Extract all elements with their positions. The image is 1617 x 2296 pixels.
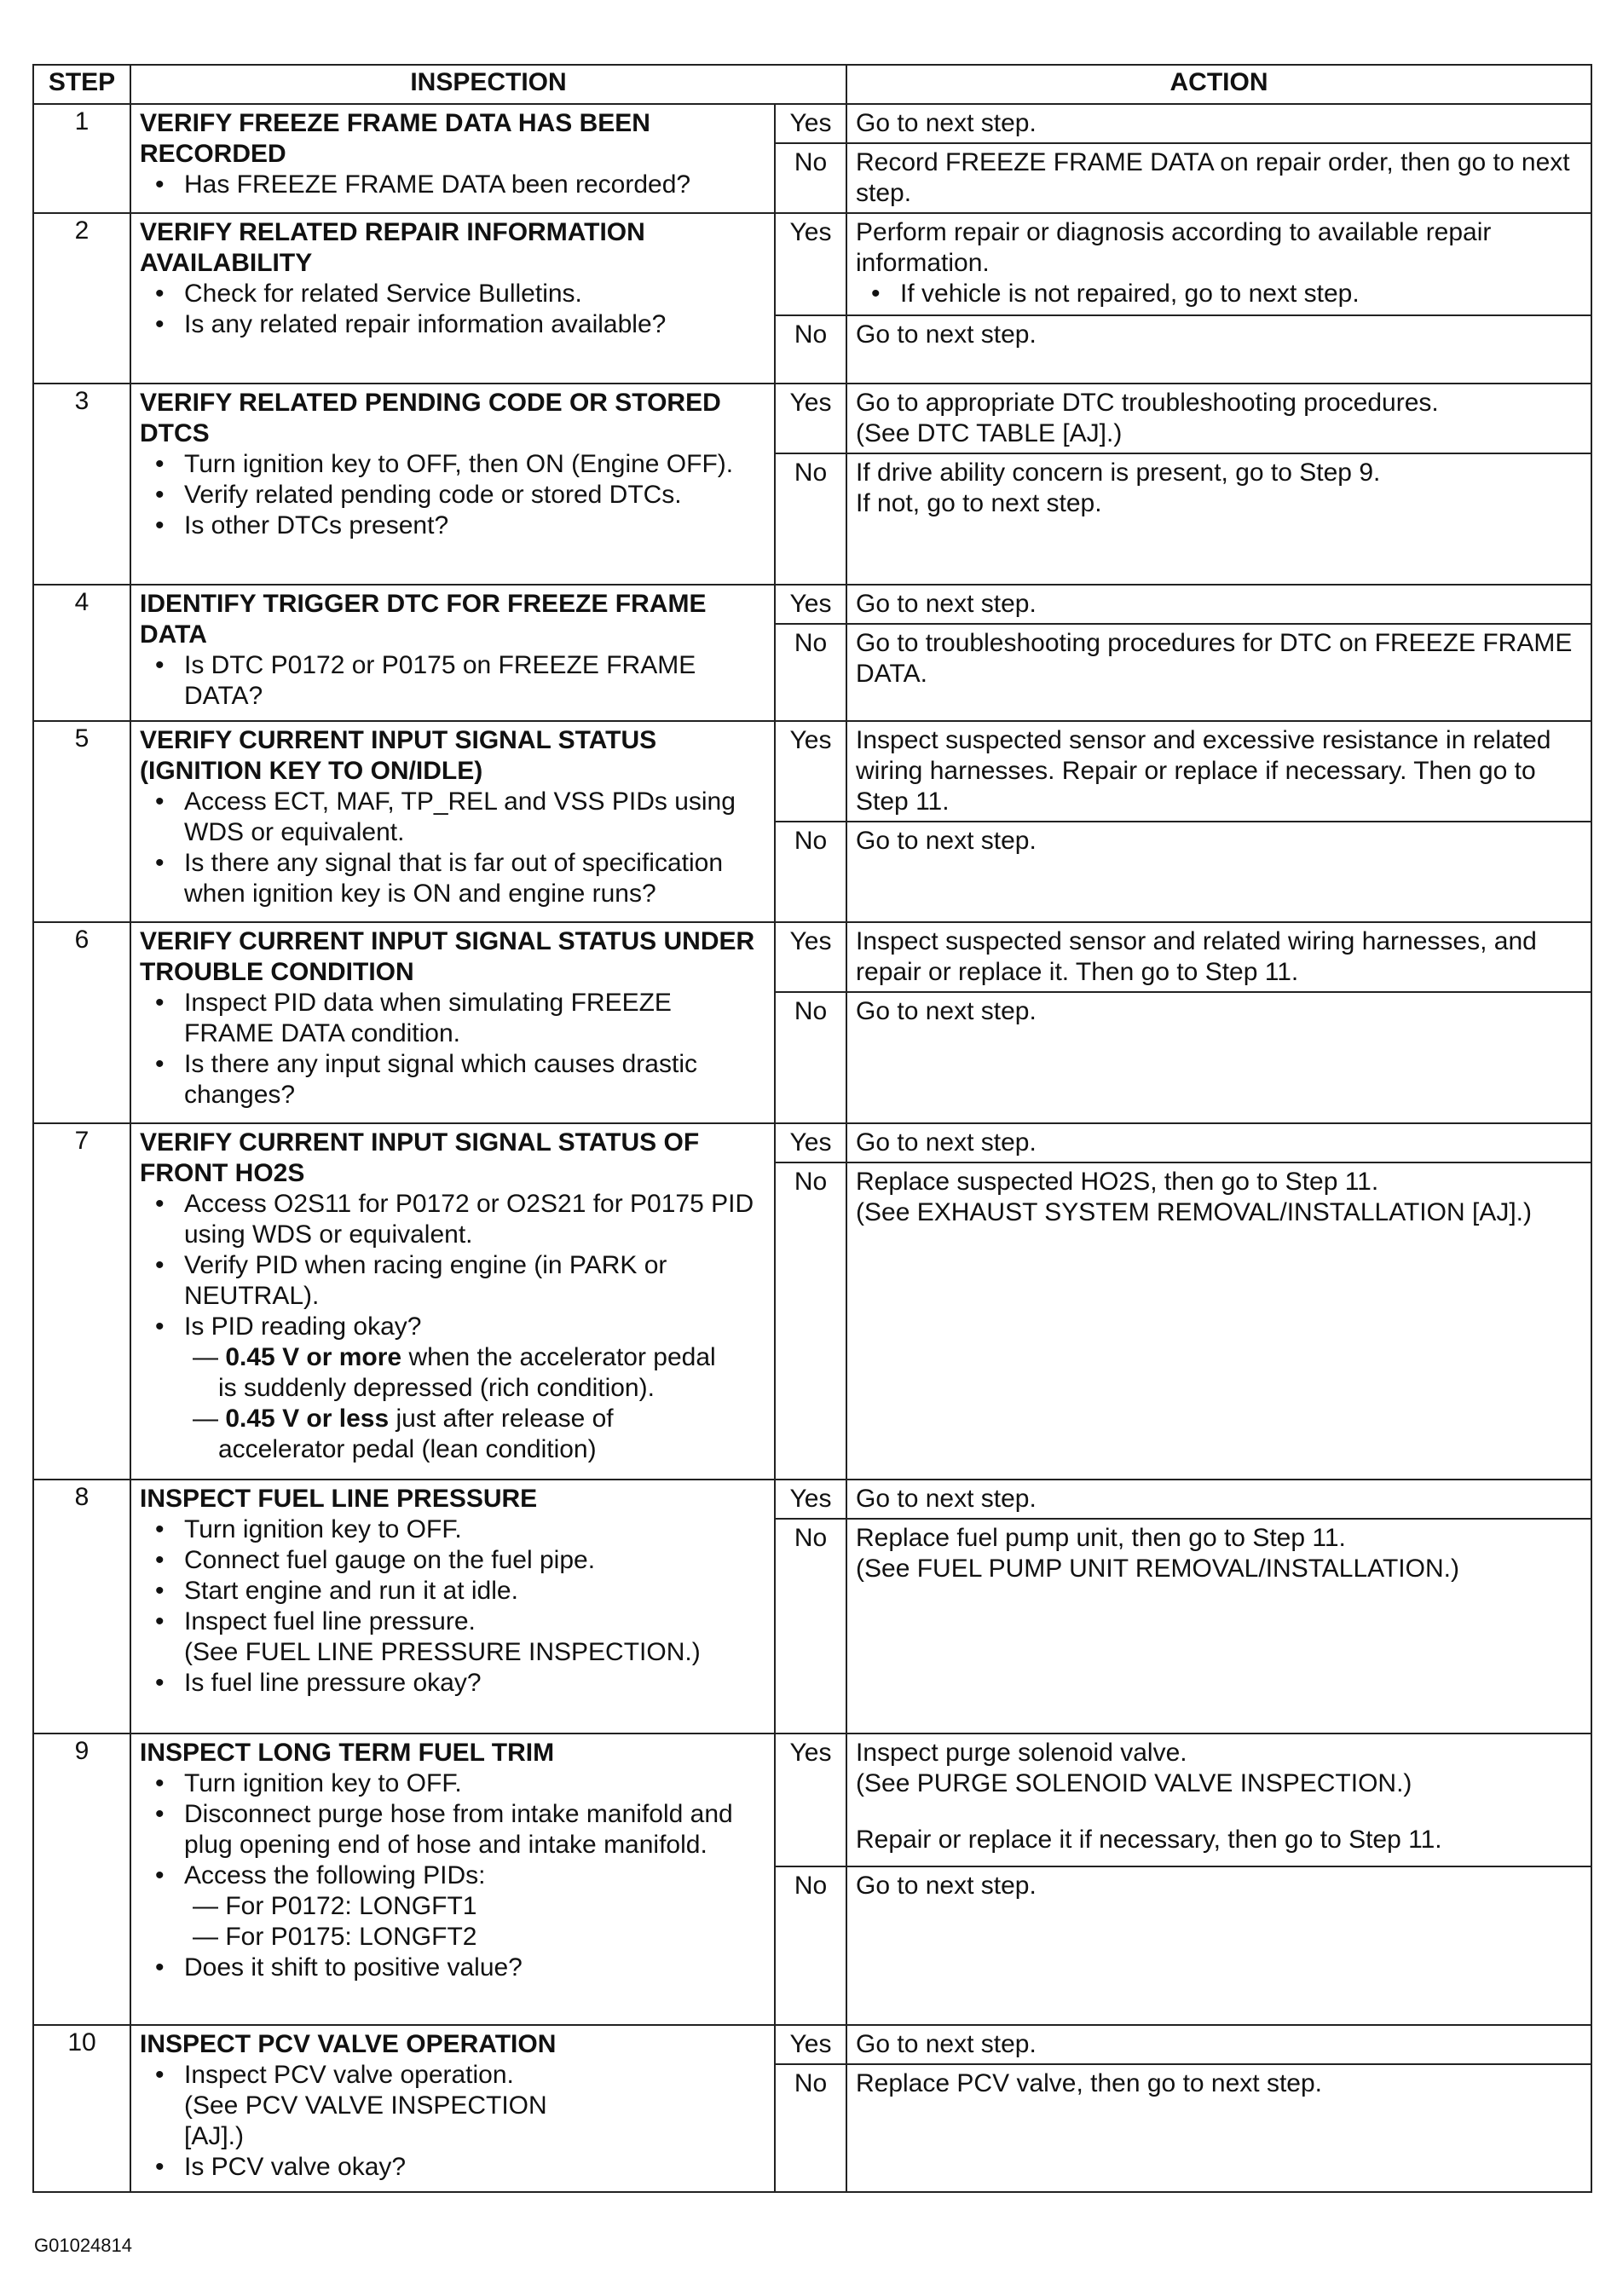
table-row — [33, 1123, 1591, 1162]
no-action-text-2: If not, go to next step. — [856, 489, 1102, 517]
inspection-bullet — [184, 1312, 765, 1465]
sub-pid-2: — For P0175: LONGFT2 — [193, 1923, 477, 1951]
inspection-bullets — [140, 1768, 765, 1983]
inspection-bullet — [184, 1860, 765, 1953]
header-inspection: INSPECTION — [130, 65, 846, 104]
inspection-bullets — [140, 2060, 765, 2183]
yes-action-text: Perform repair or diagnosis according to available repair information. — [856, 218, 1492, 277]
step-number: 2 — [33, 213, 130, 384]
table-row — [33, 721, 1591, 822]
yes-action: Go to next step. — [846, 585, 1591, 624]
yes-action: Inspect suspected sensor and excessive resistance in related wiring harnesses. Repair or replace if necessary. Then go to Step 11. — [846, 721, 1591, 822]
inspection-bullets — [140, 170, 765, 200]
yes-action-text: Go to appropriate DTC troubleshooting procedures. — [856, 389, 1439, 417]
yes-label: Yes — [775, 2025, 846, 2064]
step-number: 6 — [33, 922, 130, 1123]
yes-action-text-2: (See DTC TABLE [AJ].) — [856, 419, 1123, 447]
inspection-title: VERIFY FREEZE FRAME DATA HAS BEEN RECORDED — [140, 109, 650, 168]
step-number: 5 — [33, 721, 130, 922]
sub-pid-2-text: For P0175: LONGFT2 — [225, 1923, 477, 1951]
inspection-bullet: • Turn ignition key to OFF, then ON (Engine OFF). — [184, 449, 765, 480]
yes-action-text-3: Repair or replace it if necessary, then go to Step 11. — [856, 1826, 1442, 1854]
diagnostic-procedure-table — [32, 64, 1592, 2193]
figure-id: G01024814 — [34, 2235, 132, 2256]
inspection-bullet: • Start engine and run it at idle. — [184, 1576, 765, 1607]
table-row — [33, 1734, 1591, 1866]
inspection-bullet-note-2: [AJ].) — [184, 2122, 245, 2150]
inspection-title: VERIFY CURRENT INPUT SIGNAL STATUS (IGNITION KEY TO ON/IDLE) — [140, 726, 657, 785]
yes-action — [846, 384, 1591, 453]
no-action-text: Replace fuel pump unit, then go to Step 11. — [856, 1524, 1346, 1552]
no-action: Go to next step. — [846, 1866, 1591, 2025]
inspection-bullets — [140, 988, 765, 1111]
inspection-bullet-text: • Is PID reading okay? — [184, 1312, 422, 1341]
inspection-bullets — [140, 1189, 765, 1465]
no-label: No — [775, 143, 846, 213]
table-row — [33, 585, 1591, 624]
lean-text: just after release of — [396, 1405, 614, 1433]
no-label: No — [775, 624, 846, 721]
inspection-bullet: • Is there any input signal which causes drastic changes? — [184, 1049, 765, 1111]
no-action-text: Replace suspected HO2S, then go to Step 11. — [856, 1168, 1379, 1196]
no-action: Replace PCV valve, then go to next step. — [846, 2064, 1591, 2192]
yes-action-bullets — [856, 279, 1582, 309]
yes-label: Yes — [775, 1734, 846, 1866]
inspection-cell — [130, 585, 775, 721]
yes-action-text: Inspect purge solenoid valve. — [856, 1739, 1187, 1767]
inspection-bullet: • Verify PID when racing engine (in PARK or NEUTRAL). — [184, 1250, 765, 1312]
sub-pid-1-text: For P0172: LONGFT1 — [225, 1892, 477, 1920]
yes-action: Inspect suspected sensor and related wiring harnesses, and repair or replace it. Then go to Step 11. — [846, 922, 1591, 992]
inspection-cell — [130, 1734, 775, 2025]
inspection-bullets — [140, 449, 765, 541]
yes-label: Yes — [775, 1480, 846, 1519]
sub-criterion-lean-line2: accelerator pedal (lean condition) — [218, 1435, 597, 1463]
inspection-bullet: • Turn ignition key to OFF. — [184, 1514, 765, 1545]
table-row — [33, 384, 1591, 453]
no-action: Go to troubleshooting procedures for DTC on FREEZE FRAME DATA. — [846, 624, 1591, 721]
no-action — [846, 1519, 1591, 1734]
inspection-title: VERIFY RELATED REPAIR INFORMATION AVAILABILITY — [140, 218, 645, 277]
rich-threshold: 0.45 V or more — [225, 1343, 402, 1371]
inspection-bullet-text: • Inspect PCV valve operation. — [184, 2061, 514, 2089]
no-action: Record FREEZE FRAME DATA on repair order, then go to next step. — [846, 143, 1591, 213]
inspection-title: INSPECT FUEL LINE PRESSURE — [140, 1485, 538, 1513]
inspection-bullet-text: • Inspect fuel line pressure. — [184, 1607, 476, 1635]
header-action: ACTION — [846, 65, 1591, 104]
step-number: 10 — [33, 2025, 130, 2192]
yes-label: Yes — [775, 585, 846, 624]
inspection-cell — [130, 1480, 775, 1734]
inspection-bullet: • Disconnect purge hose from intake manifold and plug opening end of hose and intake manifold. — [184, 1799, 765, 1860]
step-number: 3 — [33, 384, 130, 585]
inspection-bullet: • Has FREEZE FRAME DATA been recorded? — [184, 170, 765, 200]
spacer — [856, 1799, 1582, 1825]
no-label: No — [775, 1162, 846, 1480]
inspection-bullets — [140, 279, 765, 340]
table-row — [33, 1480, 1591, 1519]
inspection-bullets — [140, 787, 765, 909]
no-label: No — [775, 1866, 846, 2025]
inspection-bullet: • Access O2S11 for P0172 or O2S21 for P0175 PID using WDS or equivalent. — [184, 1189, 765, 1250]
no-label: No — [775, 1519, 846, 1734]
yes-action — [846, 213, 1591, 315]
table-row — [33, 104, 1591, 143]
inspection-bullet: • Connect fuel gauge on the fuel pipe. — [184, 1545, 765, 1576]
inspection-cell — [130, 721, 775, 922]
inspection-title: VERIFY CURRENT INPUT SIGNAL STATUS UNDER TROUBLE CONDITION — [140, 927, 755, 986]
yes-action: Go to next step. — [846, 1123, 1591, 1162]
inspection-bullet: • Turn ignition key to OFF. — [184, 1768, 765, 1799]
inspection-bullet-text: • Access the following PIDs: — [184, 1861, 486, 1889]
inspection-title: VERIFY CURRENT INPUT SIGNAL STATUS OF FRONT HO2S — [140, 1128, 700, 1187]
inspection-bullet: • Is there any signal that is far out of specification when ignition key is ON and engine runs? — [184, 848, 765, 909]
table-row — [33, 213, 1591, 315]
inspection-title: IDENTIFY TRIGGER DTC FOR FREEZE FRAME DATA — [140, 590, 707, 649]
no-action-text: If drive ability concern is present, go to Step 9. — [856, 459, 1381, 487]
inspection-cell — [130, 1123, 775, 1480]
yes-label: Yes — [775, 721, 846, 822]
inspection-bullet: • Inspect PID data when simulating FREEZE FRAME DATA condition. — [184, 988, 765, 1049]
table-row — [33, 922, 1591, 992]
inspection-cell — [130, 213, 775, 384]
no-label: No — [775, 2064, 846, 2192]
table-header-row — [33, 65, 1591, 104]
yes-action: Go to next step. — [846, 104, 1591, 143]
inspection-bullet: • Access ECT, MAF, TP_REL and VSS PIDs using WDS or equivalent. — [184, 787, 765, 848]
no-action — [846, 453, 1591, 585]
step-number: 4 — [33, 585, 130, 721]
step-number: 9 — [33, 1734, 130, 2025]
no-label: No — [775, 822, 846, 922]
inspection-bullet: • Verify related pending code or stored DTCs. — [184, 480, 765, 511]
step-number: 8 — [33, 1480, 130, 1734]
yes-action — [846, 1734, 1591, 1866]
inspection-title: VERIFY RELATED PENDING CODE OR STORED DTCS — [140, 389, 721, 447]
yes-action-text-2: (See PURGE SOLENOID VALVE INSPECTION.) — [856, 1769, 1412, 1797]
no-action: Go to next step. — [846, 822, 1591, 922]
sub-criterion-rich: — 0.45 V or more when the accelerator pedal — [193, 1343, 716, 1371]
inspection-cell — [130, 922, 775, 1123]
inspection-cell — [130, 2025, 775, 2192]
spacer — [140, 340, 765, 366]
yes-label: Yes — [775, 922, 846, 992]
inspection-cell — [130, 104, 775, 213]
lean-threshold: 0.45 V or less — [225, 1405, 390, 1433]
inspection-bullet-note: (See PCV VALVE INSPECTION — [184, 2091, 547, 2120]
header-step: STEP — [33, 65, 130, 104]
no-action: Go to next step. — [846, 992, 1591, 1123]
inspection-bullets — [140, 650, 765, 712]
inspection-bullet: • Check for related Service Bulletins. — [184, 279, 765, 309]
inspection-bullet: • Does it shift to positive value? — [184, 1953, 765, 1983]
step-number: 7 — [33, 1123, 130, 1480]
step-number: 1 — [33, 104, 130, 213]
diagnostic-table-sheet — [32, 64, 1591, 2193]
inspection-cell — [130, 384, 775, 585]
yes-label: Yes — [775, 1123, 846, 1162]
inspection-bullet: • Is other DTCs present? — [184, 511, 765, 541]
yes-label: Yes — [775, 104, 846, 143]
inspection-bullets — [140, 1514, 765, 1699]
inspection-bullet — [184, 2060, 765, 2152]
no-label: No — [775, 992, 846, 1123]
yes-label: Yes — [775, 213, 846, 315]
no-label: No — [775, 315, 846, 384]
yes-action-bullet: • If vehicle is not repaired, go to next step. — [900, 279, 1582, 309]
yes-action: Go to next step. — [846, 1480, 1591, 1519]
inspection-bullet: • Is PCV valve okay? — [184, 2152, 765, 2183]
sub-criterion-lean: — 0.45 V or less just after release of — [193, 1405, 614, 1433]
inspection-bullet: • Is DTC P0172 or P0175 on FREEZE FRAME DATA? — [184, 650, 765, 712]
inspection-bullet: • Is fuel line pressure okay? — [184, 1668, 765, 1699]
inspection-title: INSPECT PCV VALVE OPERATION — [140, 2030, 557, 2058]
no-action: Go to next step. — [846, 315, 1591, 384]
inspection-bullet: • Is any related repair information available? — [184, 309, 765, 340]
yes-label: Yes — [775, 384, 846, 453]
yes-action: Go to next step. — [846, 2025, 1591, 2064]
no-label: No — [775, 453, 846, 585]
no-action-text-2: (See FUEL PUMP UNIT REMOVAL/INSTALLATION.) — [856, 1555, 1459, 1583]
no-action — [846, 1162, 1591, 1480]
inspection-title: INSPECT LONG TERM FUEL TRIM — [140, 1739, 555, 1767]
inspection-bullet — [184, 1607, 765, 1668]
no-action-text-2: (See EXHAUST SYSTEM REMOVAL/INSTALLATION [AJ].) — [856, 1198, 1532, 1226]
sub-criterion-rich-line2: is suddenly depressed (rich condition). — [218, 1374, 655, 1402]
rich-text: when the accelerator pedal — [408, 1343, 716, 1371]
sub-pid-1: — For P0172: LONGFT1 — [193, 1892, 477, 1920]
inspection-bullet-note: (See FUEL LINE PRESSURE INSPECTION.) — [184, 1638, 701, 1666]
table-row — [33, 2025, 1591, 2064]
